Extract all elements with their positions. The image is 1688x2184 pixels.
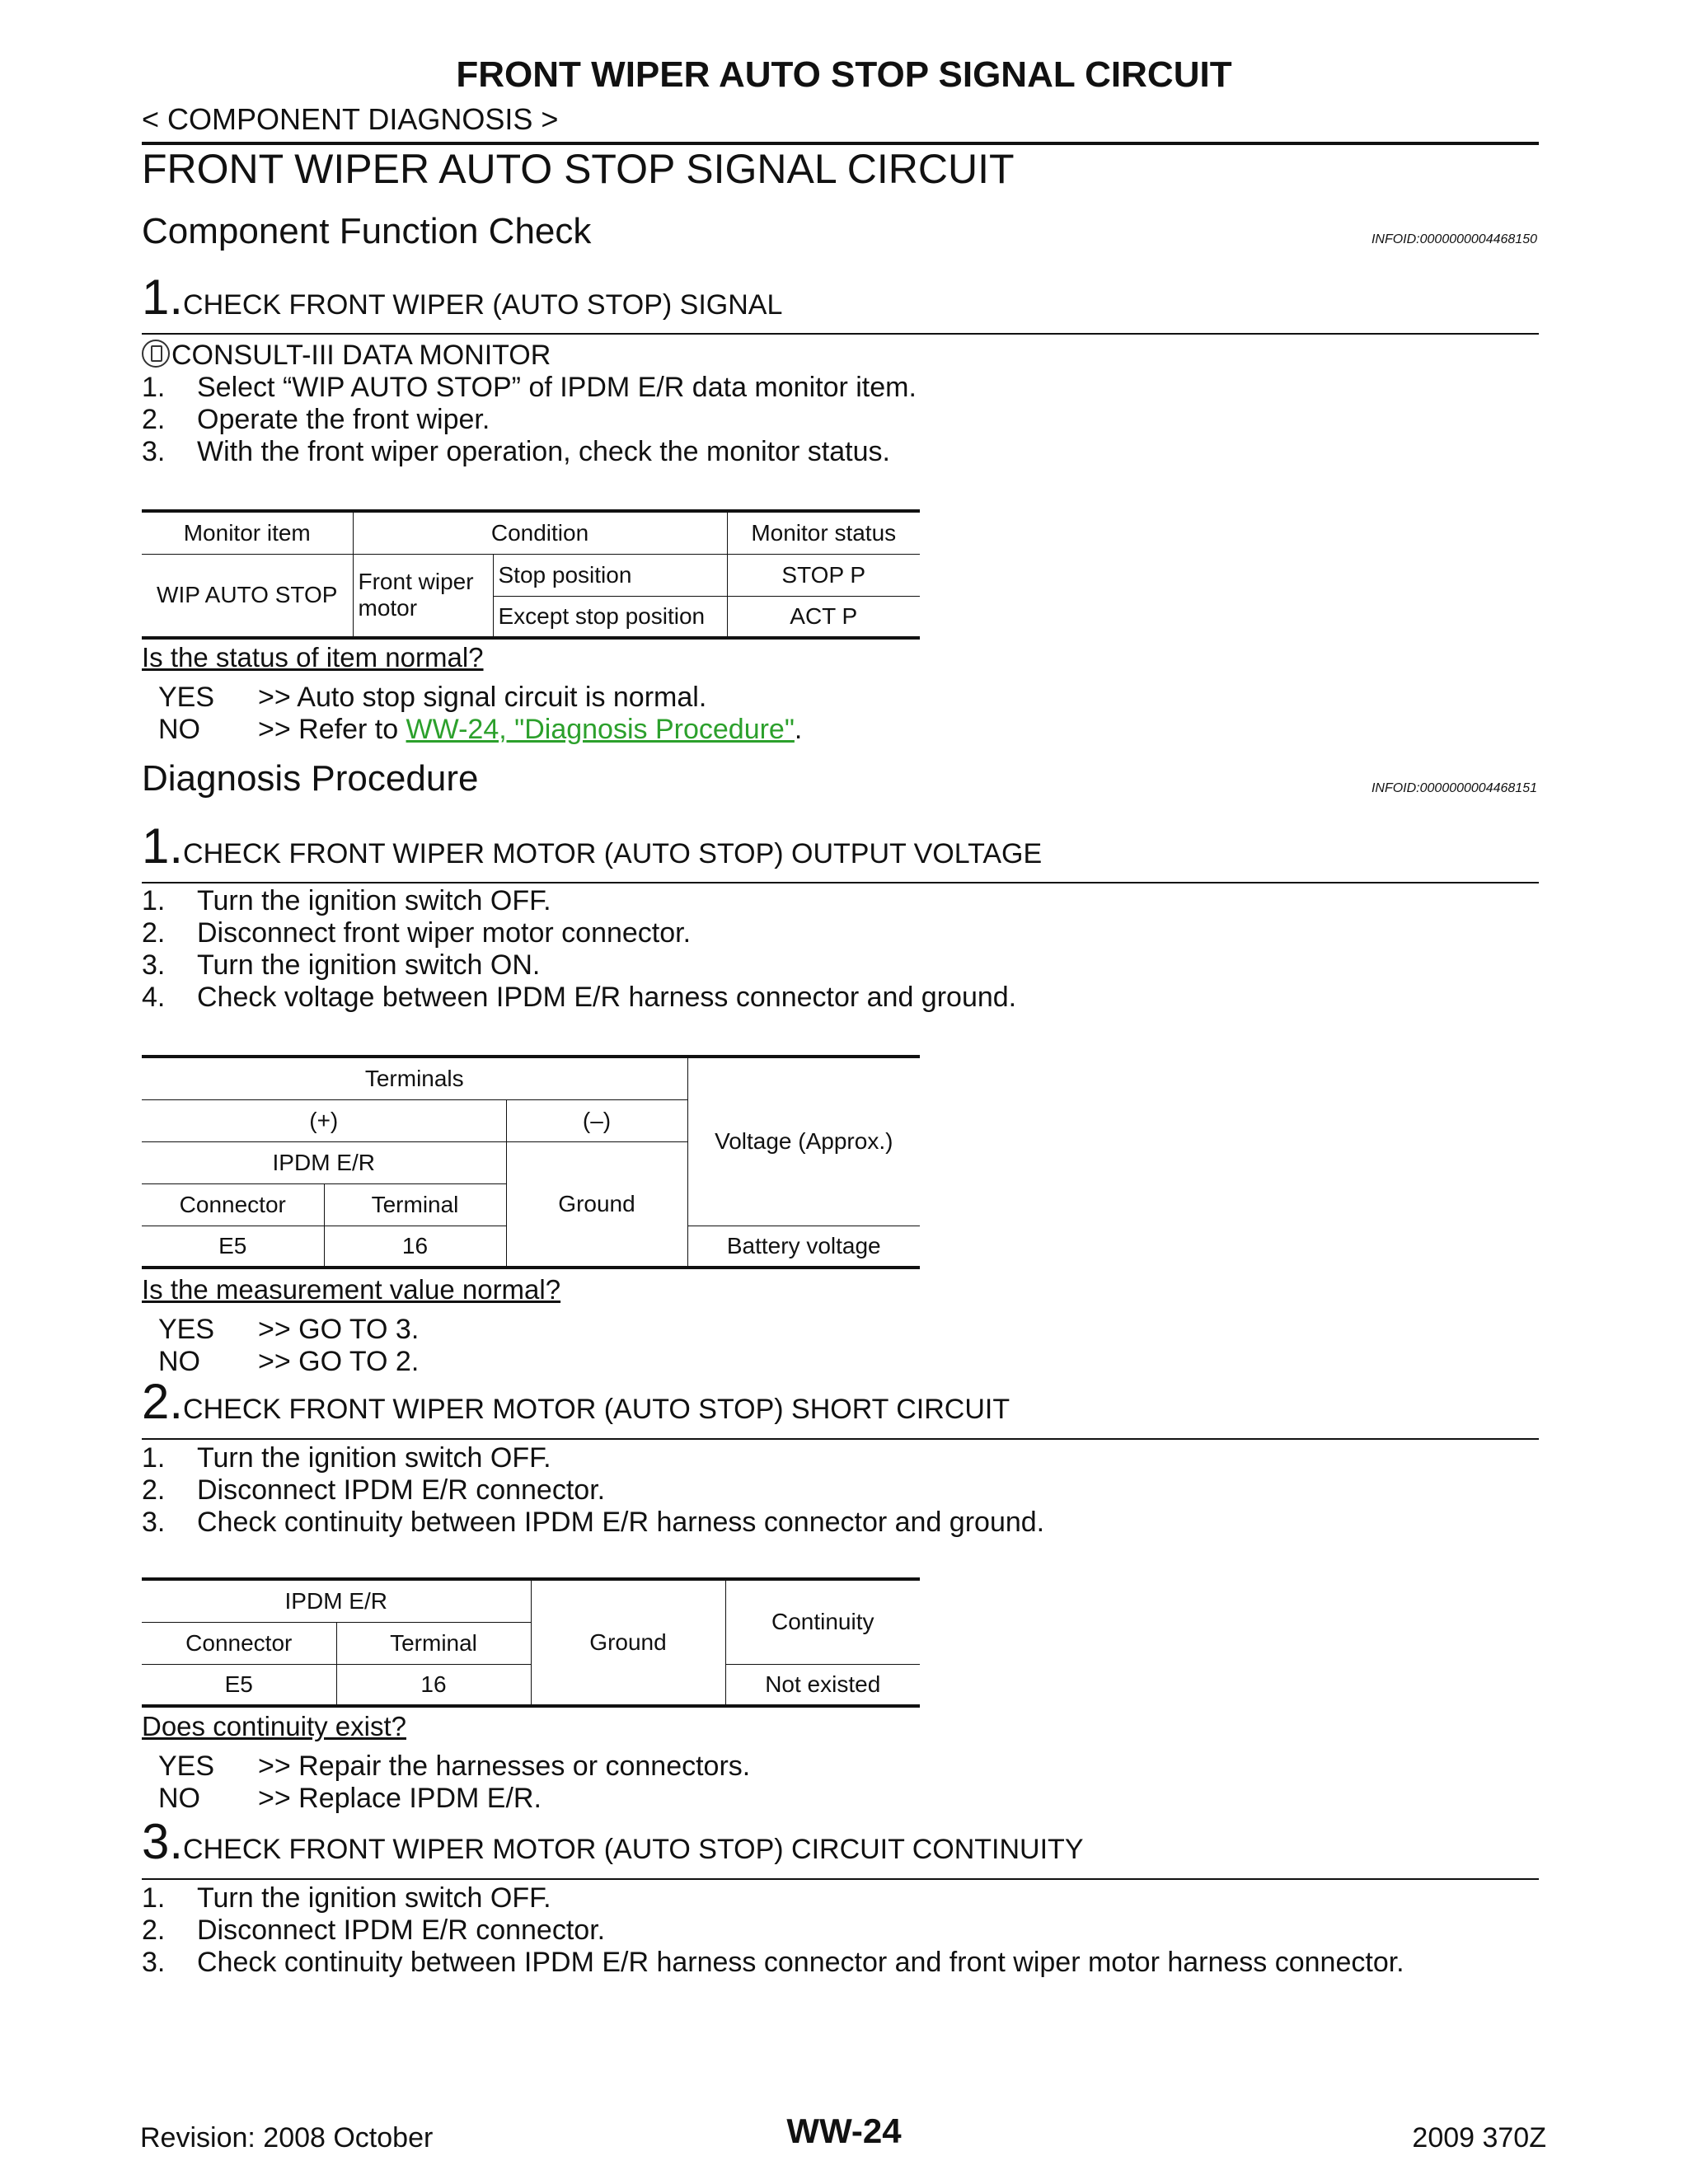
- table-cell: Except stop position: [493, 596, 727, 638]
- list-item: 1. Turn the ignition switch OFF.: [142, 1882, 551, 1914]
- dp-step-2-question: Does continuity exist?: [142, 1711, 406, 1741]
- table-cell: Battery voltage: [687, 1226, 920, 1268]
- breadcrumb: < COMPONENT DIAGNOSIS >: [142, 102, 559, 136]
- section-title: FRONT WIPER AUTO STOP SIGNAL CIRCUIT: [142, 146, 1015, 192]
- step-title: CHECK FRONT WIPER MOTOR (AUTO STOP) OUTPUT VOLTAGE: [183, 838, 1043, 869]
- table-cell: STOP P: [727, 554, 920, 596]
- list-item: 4. Check voltage between IPDM E/R harness connector and ground.: [142, 982, 1017, 1013]
- function-check-title: Component Function Check: [142, 211, 592, 251]
- table-cell: E5: [142, 1664, 336, 1706]
- fc-answers: [158, 682, 802, 746]
- table-header: Terminal: [324, 1183, 506, 1226]
- voltage-table: [142, 1055, 920, 1269]
- step-rule: [142, 1878, 1539, 1880]
- table-cell: Stop position: [493, 554, 727, 596]
- dp-step-2-instructions: [142, 1442, 1044, 1539]
- page-number: WW-24: [786, 2111, 902, 2150]
- table-header: Monitor status: [727, 511, 920, 554]
- table-cell: WIP AUTO STOP: [142, 554, 353, 638]
- list-item: 3. With the front wiper operation, check the monitor status.: [142, 436, 890, 467]
- answer-yes: YES >> GO TO 3.: [158, 1314, 420, 1345]
- table-header: Voltage (Approx.): [687, 1057, 920, 1226]
- table-header: IPDM E/R: [142, 1141, 506, 1183]
- list-item: 3. Check continuity between IPDM E/R harness connector and ground.: [142, 1507, 1045, 1538]
- fc-step-1-instructions: [142, 340, 917, 468]
- consult-mode-label: CONSULT-III DATA MONITOR: [171, 340, 551, 371]
- dp-step-3-heading: [142, 1813, 1084, 1870]
- diagnosis-title: Diagnosis Procedure: [142, 758, 479, 799]
- table-header: (+): [142, 1099, 506, 1141]
- table-header: Continuity: [725, 1579, 920, 1664]
- table-cell: Ground: [506, 1141, 687, 1268]
- table-cell: 16: [336, 1664, 531, 1706]
- dp-step-2-answers: [158, 1750, 750, 1815]
- dp-step-1-heading: [142, 818, 1042, 874]
- table-cell: ACT P: [727, 596, 920, 638]
- step-rule: [142, 882, 1539, 883]
- fc-step-1-heading: [142, 269, 782, 326]
- list-item: 3. Check continuity between IPDM E/R harness connector and front wiper motor harness connector.: [142, 1947, 1404, 1978]
- function-check-infoid: INFOID:0000000004468150: [1371, 232, 1537, 246]
- answer-yes: YES >> Auto stop signal circuit is normal.: [158, 682, 707, 713]
- consult-tool-icon: [142, 340, 170, 368]
- consult-mode-line: [142, 340, 917, 372]
- table-cell: Not existed: [725, 1664, 920, 1706]
- diagnosis-infoid: INFOID:0000000004468151: [1371, 781, 1537, 795]
- table-header: Connector: [142, 1183, 324, 1226]
- dp-step-2-heading: [142, 1373, 1010, 1430]
- step-title: CHECK FRONT WIPER MOTOR (AUTO STOP) SHORT CIRCUIT: [183, 1394, 1010, 1425]
- running-title: FRONT WIPER AUTO STOP SIGNAL CIRCUIT: [456, 54, 1232, 95]
- list-item: 2. Disconnect IPDM E/R connector.: [142, 1474, 606, 1506]
- step-number: 1.: [142, 818, 184, 874]
- footer-model: 2009 370Z: [1412, 2122, 1546, 2154]
- step-number: 1.: [142, 269, 184, 325]
- list-item: 2. Disconnect front wiper motor connector.: [142, 917, 692, 949]
- step-rule: [142, 1438, 1539, 1440]
- table-cell: 16: [324, 1226, 506, 1268]
- footer-revision: Revision: 2008 October: [140, 2122, 434, 2154]
- answer-no: NO >> GO TO 2.: [158, 1346, 420, 1377]
- table-header: (–): [506, 1099, 687, 1141]
- answer-yes: YES >> Repair the harnesses or connectors.: [158, 1750, 751, 1782]
- step-number: 3.: [142, 1814, 184, 1869]
- list-item: 2. Operate the front wiper.: [142, 404, 490, 435]
- dp-step-1-question: Is the measurement value normal?: [142, 1274, 561, 1305]
- table-header: IPDM E/R: [142, 1579, 531, 1622]
- list-item: 2. Disconnect IPDM E/R connector.: [142, 1915, 606, 1946]
- dp-step-1-instructions: [142, 885, 1016, 1014]
- table-header: Terminal: [336, 1622, 531, 1664]
- continuity-table-short: [142, 1577, 920, 1708]
- step-title: CHECK FRONT WIPER MOTOR (AUTO STOP) CIRCUIT CONTINUITY: [183, 1834, 1084, 1865]
- answer-no: NO >> Replace IPDM E/R.: [158, 1783, 542, 1814]
- fc-question: Is the status of item normal?: [142, 642, 484, 673]
- list-item: 1. Turn the ignition switch OFF.: [142, 1442, 551, 1474]
- table-header: Terminals: [142, 1057, 687, 1099]
- table-header: Condition: [353, 511, 727, 554]
- table-header: Monitor item: [142, 511, 353, 554]
- diagnosis-procedure-link[interactable]: WW-24, "Diagnosis Procedure": [406, 714, 795, 745]
- table-cell: Ground: [531, 1579, 725, 1706]
- table-cell: Front wiper motor: [353, 554, 493, 638]
- list-item: 3. Turn the ignition switch ON.: [142, 949, 541, 981]
- monitor-table: [142, 509, 920, 640]
- answer-no: NO >> Refer to WW-24, "Diagnosis Procedure" .: [158, 714, 803, 745]
- list-item: 1. Select “WIP AUTO STOP” of IPDM E/R data monitor item.: [142, 372, 917, 403]
- step-title: CHECK FRONT WIPER (AUTO STOP) SIGNAL: [183, 289, 783, 321]
- table-header: Connector: [142, 1622, 336, 1664]
- table-cell: E5: [142, 1226, 324, 1268]
- dp-step-1-answers: [158, 1314, 419, 1378]
- list-item: 1. Turn the ignition switch OFF.: [142, 885, 551, 916]
- dp-step-3-instructions: [142, 1882, 1404, 1979]
- step-rule: [142, 333, 1539, 335]
- step-number: 2.: [142, 1374, 184, 1429]
